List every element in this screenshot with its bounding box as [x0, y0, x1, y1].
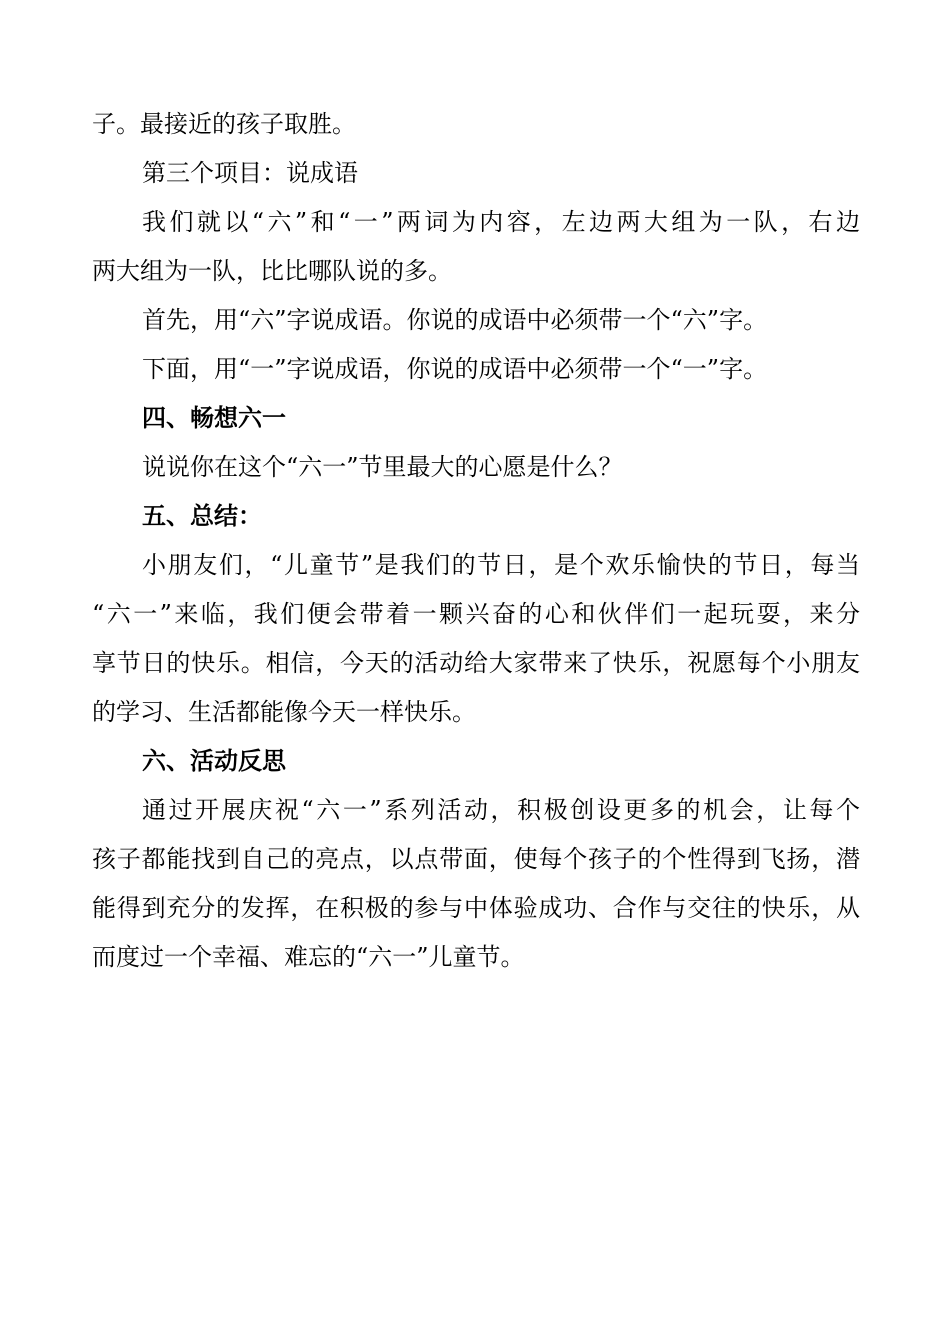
paragraph-line: 通过开展庆祝“六一”系列活动，积极创设更多的机会，让每个 — [142, 796, 860, 824]
paragraph-line: 说说你在这个“六一”节里最大的心愿是什么？ — [142, 453, 623, 481]
item-heading: 第三个项目：说成语 — [142, 159, 358, 187]
paragraph-line: 而度过一个幸福、难忘的“六一”儿童节。 — [92, 943, 525, 971]
paragraph-line: 两大组为一队，比比哪队说的多。 — [92, 257, 452, 285]
section-heading: 四、畅想六一 — [142, 404, 286, 432]
paragraph-line: 我们就以“六”和“一”两词为内容，左边两大组为一队，右边 — [142, 208, 860, 236]
paragraph-line: 首先，用“六”字说成语。你说的成语中必须带一个“六”字。 — [142, 306, 768, 334]
paragraph-line: 下面，用“一”字说成语，你说的成语中必须带一个“一”字。 — [142, 355, 768, 383]
paragraph-line: 孩子都能找到自己的亮点，以点带面，使每个孩子的个性得到飞扬，潜 — [92, 845, 860, 873]
paragraph-line: 的学习、生活都能像今天一样快乐。 — [92, 698, 476, 726]
document-page — [92, 100, 860, 982]
paragraph-line: “六一”来临，我们便会带着一颗兴奋的心和伙伴们一起玩耍，来分 — [92, 600, 860, 628]
section-heading: 五、总结： — [142, 502, 262, 530]
paragraph-line: 享节日的快乐。相信，今天的活动给大家带来了快乐，祝愿每个小朋友 — [92, 649, 860, 677]
paragraph-line: 子。最接近的孩子取胜。 — [92, 110, 356, 138]
section-heading: 六、活动反思 — [142, 747, 286, 775]
paragraph-line: 能得到充分的发挥，在积极的参与中体验成功、合作与交往的快乐，从 — [92, 894, 860, 922]
paragraph-line: 小朋友们，“儿童节”是我们的节日，是个欢乐愉快的节日，每当 — [142, 551, 860, 579]
